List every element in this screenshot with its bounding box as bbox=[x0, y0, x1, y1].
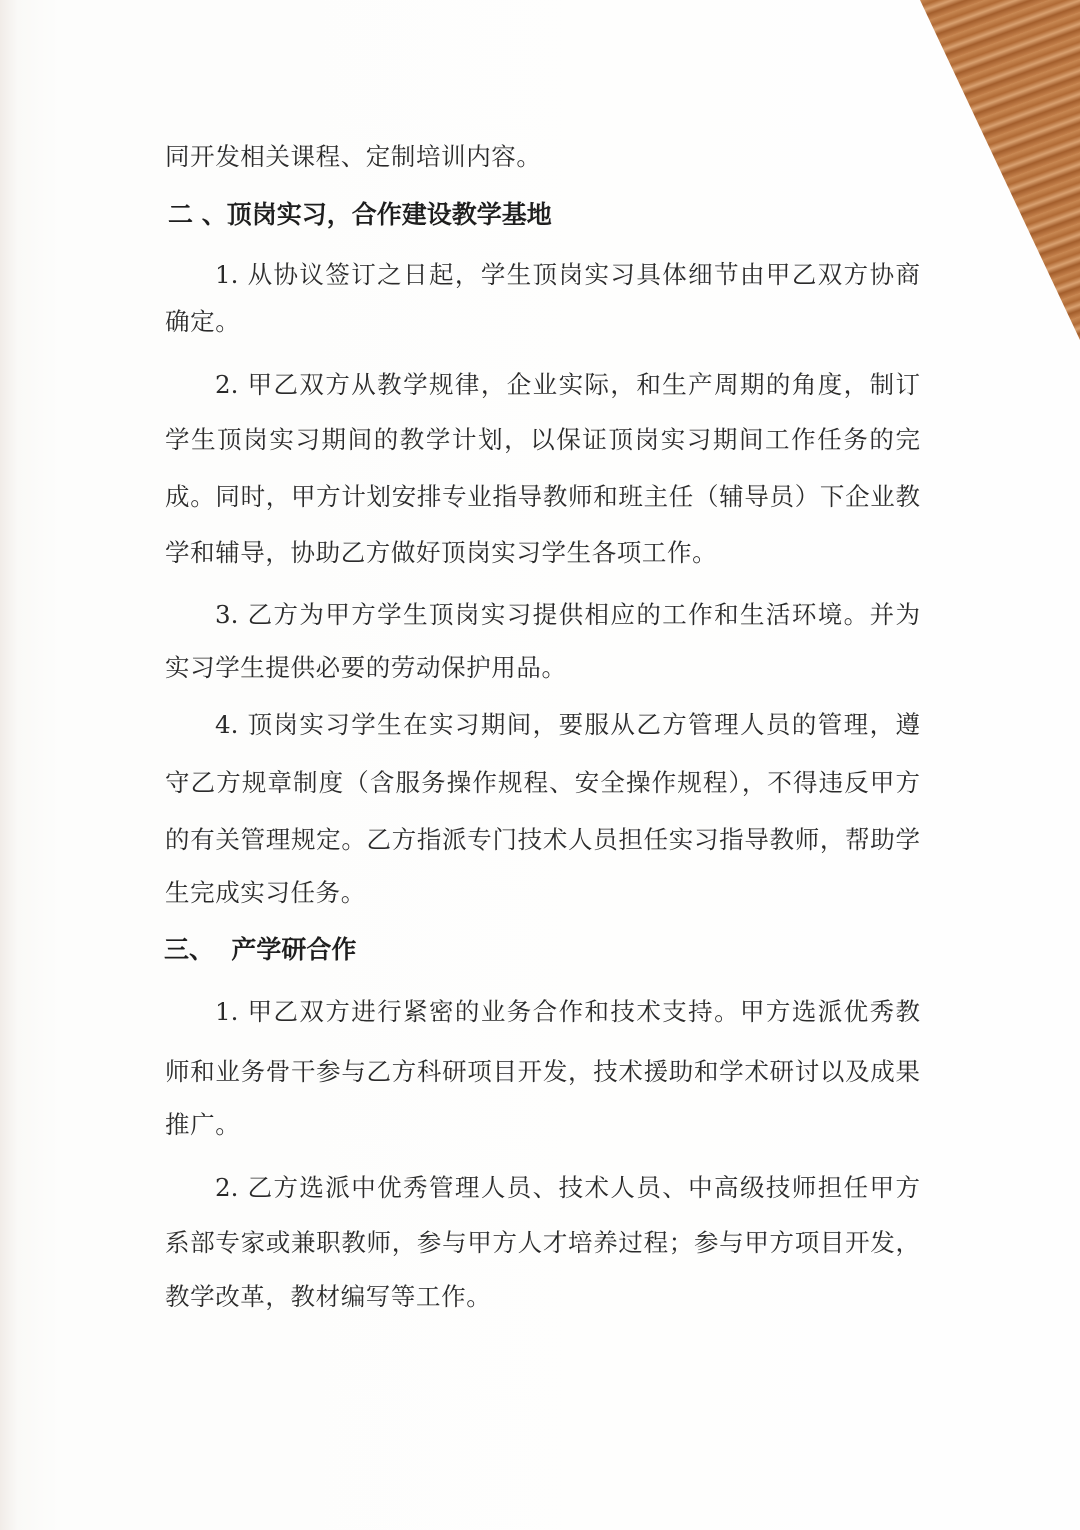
text-line: 2. 乙方选派中优秀管理人员、技术人员、中高级技师担任甲方 bbox=[215, 1173, 920, 1202]
text-line: 成。同时，甲方计划安排专业指导教师和班主任（辅导员）下企业教 bbox=[165, 482, 920, 511]
text-line: 学生顶岗实习期间的教学计划，以保证顶岗实习期间工作任务的完 bbox=[165, 425, 920, 454]
section-heading-2: 二 、顶岗实习，合作建设教学基地 bbox=[168, 200, 552, 229]
section-heading-3: 三、 产学研合作 bbox=[164, 935, 357, 964]
text-line: 教学改革，教材编写等工作。 bbox=[165, 1282, 492, 1311]
text-line: 同开发相关课程、定制培训内容。 bbox=[165, 142, 542, 171]
text-line: 4. 顶岗实习学生在实习期间，要服从乙方管理人员的管理，遵 bbox=[215, 710, 920, 739]
text-line: 2. 甲乙双方从教学规律，企业实际，和生产周期的角度，制订 bbox=[215, 370, 920, 399]
text-line: 系部专家或兼职教师，参与甲方人才培养过程；参与甲方项目开发， bbox=[165, 1228, 920, 1257]
text-line: 1. 甲乙双方进行紧密的业务合作和技术支持。甲方选派优秀教 bbox=[215, 997, 920, 1026]
text-line: 生完成实习任务。 bbox=[165, 878, 366, 907]
text-line: 学和辅导，协助乙方做好顶岗实习学生各项工作。 bbox=[165, 538, 718, 567]
text-line: 实习学生提供必要的劳动保护用品。 bbox=[165, 653, 567, 682]
text-line: 确定。 bbox=[165, 307, 241, 336]
text-line: 师和业务骨干参与乙方科研项目开发，技术援助和学术研讨以及成果 bbox=[165, 1057, 920, 1086]
text-line: 3. 乙方为甲方学生顶岗实习提供相应的工作和生活环境。并为 bbox=[215, 600, 920, 629]
text-line: 的有关管理规定。乙方指派专门技术人员担任实习指导教师，帮助学 bbox=[165, 825, 920, 854]
wooden-table-background bbox=[920, 0, 1080, 340]
text-line: 推广。 bbox=[165, 1110, 241, 1139]
text-line: 守乙方规章制度（含服务操作规程、安全操作规程），不得违反甲方 bbox=[165, 768, 920, 797]
text-line: 1. 从协议签订之日起，学生顶岗实习具体细节由甲乙双方协商 bbox=[215, 260, 920, 289]
